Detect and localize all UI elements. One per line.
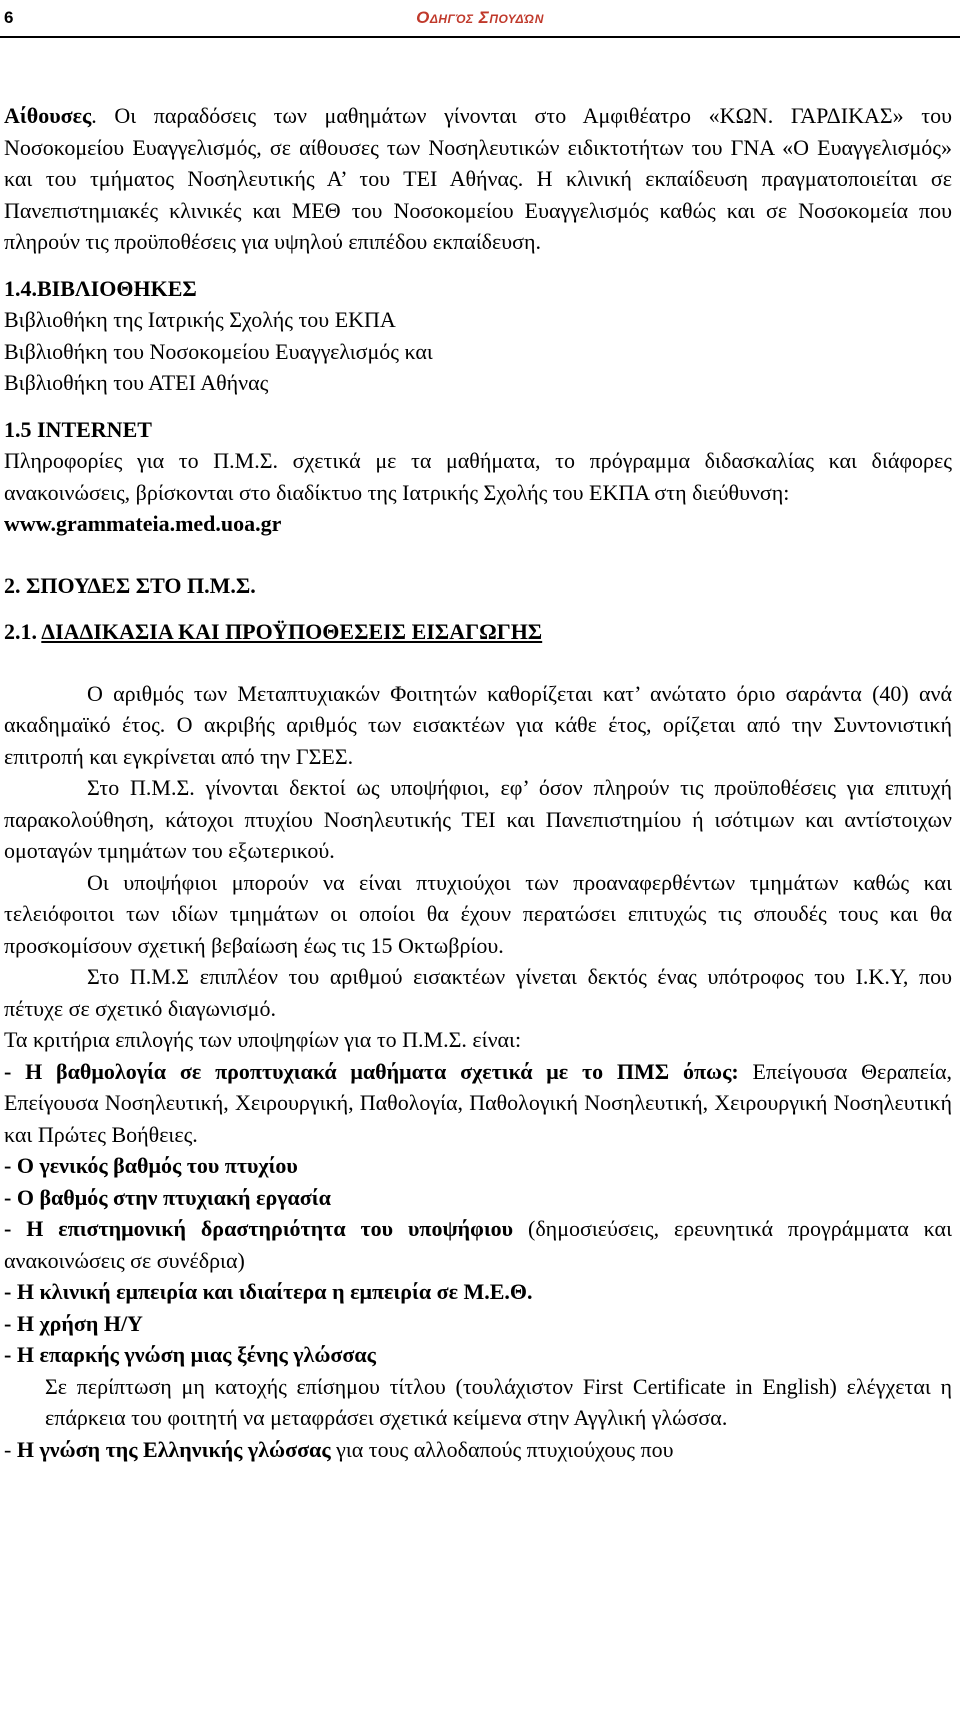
running-title: Οδηγός Σπουδών xyxy=(416,8,544,27)
admission-paragraph-4: Στο Π.Μ.Σ επιπλέον του αριθμού εισακτέων γίνεται δεκτός ένας υπότροφος του Ι.Κ.Υ, που πέτυχε σε σχετικό διαγωνισμό. xyxy=(4,964,952,1021)
library-item: Βιβλιοθήκη της Ιατρικής Σχολής του ΕΚΠΑ xyxy=(4,307,396,332)
criterion-grades-label: - Η βαθμολογία σε προπτυχιακά μαθήματα σχετικά με το ΠΜΣ όπως: xyxy=(4,1058,739,1084)
criterion-icu-experience: - Η κλινική εμπειρία και ιδιαίτερα η εμπειρία σε Μ.Ε.Θ. xyxy=(4,1279,533,1304)
admission-paragraph-3: Οι υποψήφιοι μπορούν να είναι πτυχιούχοι των προαναφερθέντων τμημάτων καθώς και τελειόφοιτοι των ιδίων τμημάτων οι οποίοι θα έχουν περατώσει επιτυχώς τις σπουδές τους και θα προσκομίσουν σχετική βεβαίωση έως τις 15 Οκτωβρίου. xyxy=(4,869,952,958)
criterion-research-label: - Η επιστημονική δραστηριότητα του υποψήφιου xyxy=(4,1216,514,1241)
criterion-grades xyxy=(4,1056,952,1151)
internet-url[interactable]: www.grammateia.med.uoa.gr xyxy=(4,511,282,536)
document-body xyxy=(4,100,952,1465)
criterion-research xyxy=(4,1213,952,1276)
criterion-research-detail: (δημοσιεύσεις, ερευνητικά προγράμματα και ανακοινώσεις σε συνέδρια) xyxy=(4,1216,952,1273)
page-header xyxy=(0,0,960,40)
header-rule xyxy=(0,36,960,38)
criteria-intro: Τα κριτήρια επιλογής των υποψηφίων για το Π.Μ.Σ. είναι: xyxy=(4,1027,522,1052)
admission-paragraph-1: Ο αριθμός των Μεταπτυχιακών Φοιτητών καθορίζεται κατ’ ανώτατο όριο σαράντα (40) ανά ακαδημαϊκό έτος. Ο ακριβής αριθμός των εισακτέων για κάθε έτος, ορίζεται από την Συντονιστική επιτροπή και εγκρίνεται από την ΓΣΕΣ. xyxy=(4,680,952,769)
criterion-greek-label: Η γνώση της Ελληνικής γλώσσας xyxy=(16,1436,331,1462)
libraries-heading: 1.4.ΒΙΒΛΙΟΘΗΚΕΣ xyxy=(4,275,197,301)
subsection-title: ΔΙΑΔΙΚΑΣΙΑ ΚΑΙ ΠΡΟΫΠΟΘΕΣΕΙΣ ΕΙΣΑΓΩΓΗΣ xyxy=(41,619,543,644)
criterion-grades-detail: Επείγουσα Θεραπεία, Επείγουσα Νοσηλευτική, Χειρουργική, Παθολογία, Παθολογική Νοσηλευτική, Χειρουργική Νοσηλευτική και Πρώτες Βοήθειες. xyxy=(4,1058,952,1147)
intro-paragraph xyxy=(4,100,952,258)
internet-heading: 1.5 INTERNET xyxy=(4,416,152,442)
subsection-number: 2.1. xyxy=(4,619,42,644)
criterion-thesis-grade: - Ο βαθμός στην πτυχιακή εργασία xyxy=(4,1184,331,1210)
criterion-foreign-language-detail: Σε περίπτωση μη κατοχής επίσημου τίτλου (τουλάχιστον First Certificate in English) ελέγχεται η επάρκεια του φοιτητή να μεταφράσει σχετικά κείμενα στην Αγγλική γλώσσα. xyxy=(45,1373,952,1430)
library-item: Βιβλιοθήκη του ΑΤΕΙ Αθήνας xyxy=(4,370,269,395)
subsection-heading xyxy=(4,616,952,648)
admission-paragraph-2: Στο Π.Μ.Σ. γίνονται δεκτοί ως υποψήφιοι, εφ’ όσον πληρούν τις προϋποθέσεις για επιτυχή παρακολούθηση, κάτοχοι πτυχίου Νοσηλευτικής ΤΕΙ και Πανεπιστημίου ή ισότιμων και αντίστοιχων ομοταγών τμημάτων του εξωτερικού. xyxy=(4,775,952,863)
criterion-greek-language xyxy=(4,1434,952,1466)
intro-lead: Αίθουσες xyxy=(4,103,92,128)
internet-text: Πληροφορίες για το Π.Μ.Σ. σχετικά με τα μαθήματα, το πρόγραμμα διδασκαλίας και διάφορες ανακοινώσεις, βρίσκονται στο διαδίκτυο της Ιατρικής Σχολής του ΕΚΠΑ στη διεύθυνση: xyxy=(4,448,952,505)
criterion-greek-detail: για τους αλλοδαπούς πτυχιούχους που xyxy=(330,1436,674,1462)
criterion-foreign-language: - Η επαρκής γνώση μιας ξένης γλώσσας xyxy=(4,1342,376,1367)
library-item: Βιβλιοθήκη του Νοσοκομείου Ευαγγελισμός και xyxy=(4,338,433,364)
page-number: 6 xyxy=(4,8,14,27)
criterion-degree-grade: - Ο γενικός βαθμός του πτυχίου xyxy=(4,1153,298,1178)
criterion-greek-prefix: - xyxy=(4,1436,17,1462)
intro-text: . Οι παραδόσεις των μαθημάτων γίνονται στο Αμφιθέατρο «ΚΩΝ. ΓΑΡΔΙΚΑΣ» του Νοσοκομείου Ευαγγελισμός, σε αίθουσες των Νοσηλευτικών ειδικτοτήτων του ΓΝΑ «Ο Ευαγγελισμός» και του τμήματος Νοσηλευτικής Α’ του ΤΕΙ Αθήνας. Η κλινική εκπαίδευση πραγματοποιείται σε Πανεπιστημιακές κλινικές και ΜΕΘ του Νοσοκομείου Ευαγγελισμός καθώς και σε Νοσοκομεία που πληρούν τις προϋποθέσεις για υψηλού επιπέδου εκπαίδευση. xyxy=(4,103,952,254)
section2-heading: 2. ΣΠΟΥΔΕΣ ΣΤΟ Π.Μ.Σ. xyxy=(4,572,256,598)
criterion-computer-use: - Η χρήση Η/Υ xyxy=(4,1310,143,1336)
